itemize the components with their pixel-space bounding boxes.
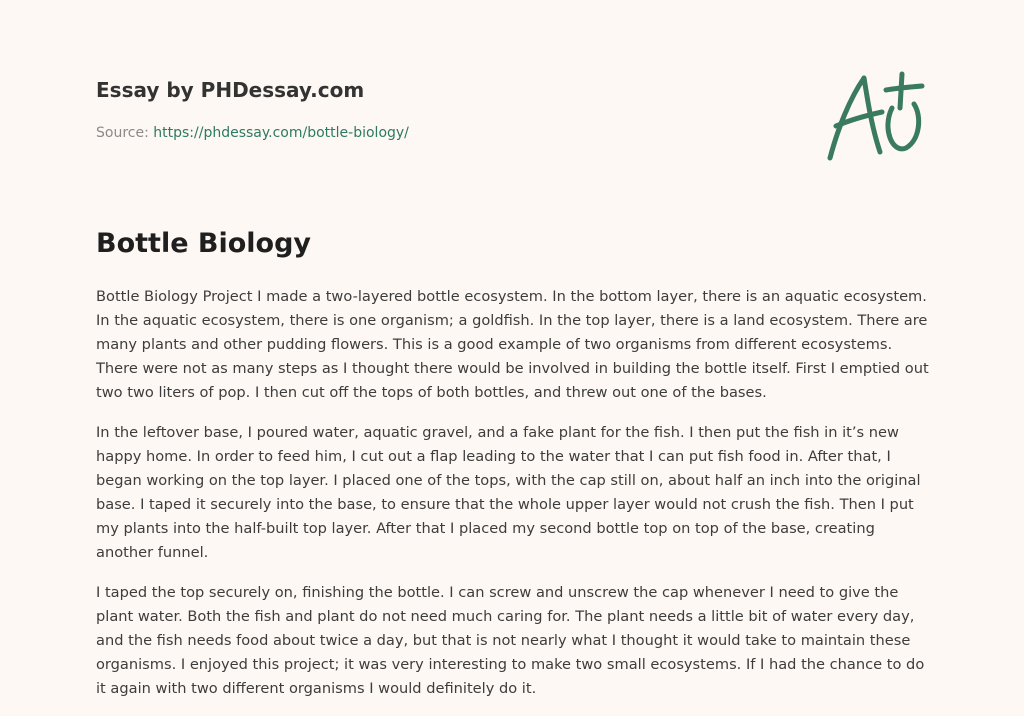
header (96, 76, 364, 104)
site-title: Essay by PHDessay.com (96, 78, 365, 102)
source-label: Source: (96, 125, 149, 141)
a-plus-logo-icon (822, 68, 926, 164)
source-link[interactable]: https://phdessay.com/bottle-biology/ (153, 125, 409, 141)
source-line (96, 124, 409, 142)
essay-paragraph: Bottle Biology Project I made a two-layered bottle ecosystem. In the bottom layer, there is an aquatic ecosystem. In the aquatic ecosystem, there is one organism; a goldfish. In the top layer, there is a land ecosystem. There are many plants and other pudding flowers. This is a good example of two organisms from different ecosystems. There were not as many steps as I thought there would be involved in building the bottle itself. First I emptied out two two liters of pop. I then cut off the tops of both bottles, and threw out one of the bases. (96, 288, 929, 401)
essay-paragraph: In the leftover base, I poured water, aquatic gravel, and a fake plant for the fish. I then put the fish in it’s new happy home. In order to feed him, I cut out a flap leading to the water that I can put fish food in. After that, I began working on the top layer. I placed one of the tops, with the cap still on, about half an inch into the original base. I taped it securely into the base, to ensure that the whole upper layer would not crush the fish. Then I put my plants into the half-built top layer. After that I placed my second bottle top on top of the base, creating another funnel. (96, 424, 921, 561)
essay-paragraph: I taped the top securely on, finishing the bottle. I can screw and unscrew the cap whenever I need to give the plant water. Both the fish and plant do not need much caring for. The plant needs a little bit of water every day, and the fish needs food about twice a day, but that is not nearly what I thought it would take to maintain these organisms. I enjoyed this project; it was very interesting to make two small ecosystems. If I had the chance to do it again with two different organisms I would definitely do it. (96, 584, 925, 697)
essay-body (96, 285, 932, 716)
essay-title: Bottle Biology (96, 228, 312, 259)
